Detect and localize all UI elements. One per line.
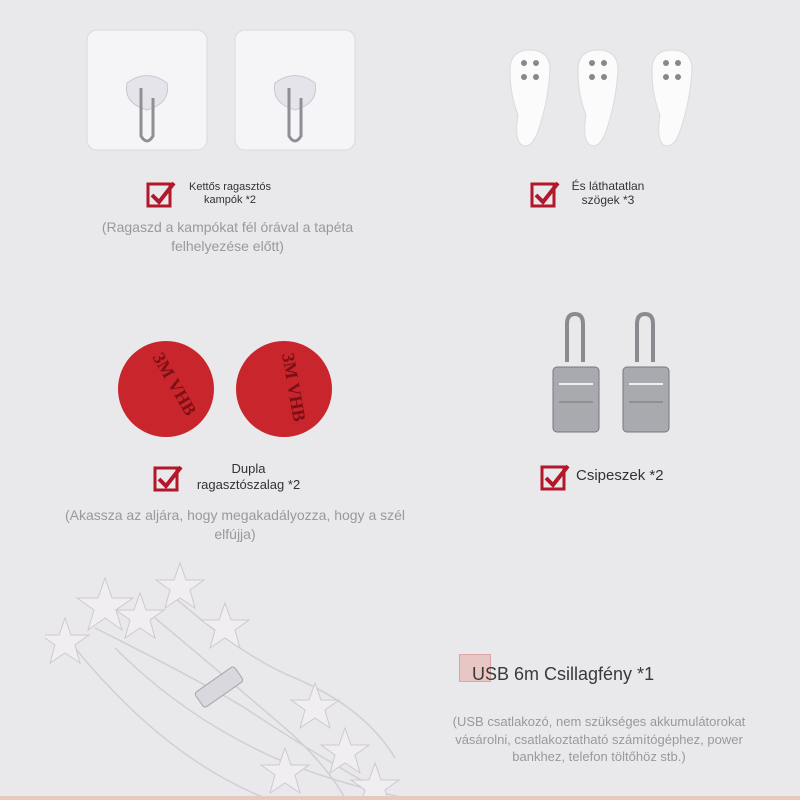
star-light-image: [45, 558, 425, 800]
invisible-nail-1: [510, 50, 550, 146]
clips-label: Csipeszek *2: [576, 467, 664, 484]
bottom-strip: [0, 796, 800, 800]
nails-image: [500, 45, 710, 160]
adhesive-hook-1: [87, 30, 207, 150]
star-light-note: (USB csatlakozó, nem szükséges akkumulátorokat vásárolni, csatlakoztatható számítógéphez, power bankhez, telefon töltőhöz stb.): [452, 714, 746, 765]
vhb-tape-2: [236, 341, 332, 437]
checkbox-icon: [153, 464, 183, 494]
star-light-label: USB 6m Csillagfény *1: [472, 664, 655, 684]
checkbox-icon: [540, 463, 570, 493]
invisible-nail-3: [652, 50, 692, 146]
clip-1: [553, 314, 599, 432]
nails-label: És láthatatlan szögek *3: [571, 179, 645, 208]
tape-note: (Akassza az aljára, hogy megakadályozza, hogy a szél elfújja): [64, 507, 406, 542]
checkbox-icon: [146, 180, 176, 210]
checkbox-icon: [530, 180, 560, 210]
hooks-label: Kettős ragasztós kampók *2: [189, 181, 271, 207]
adhesive-hook-2: [235, 30, 355, 150]
vhb-tape-1: [118, 341, 214, 437]
hooks-note: (Ragaszd a kampókat fél órával a tapéta felhelyezése előtt): [101, 219, 354, 254]
invisible-nail-2: [578, 50, 618, 146]
tape-brand-1: 3M VHB: [148, 349, 201, 419]
hooks-image: [85, 28, 365, 154]
tape-label: Dupla ragasztószalag *2: [196, 461, 301, 492]
clips-image: [545, 312, 675, 437]
tape-brand-2: 3M VHB: [277, 351, 310, 424]
tape-image: [118, 338, 333, 440]
clip-2: [623, 314, 669, 432]
